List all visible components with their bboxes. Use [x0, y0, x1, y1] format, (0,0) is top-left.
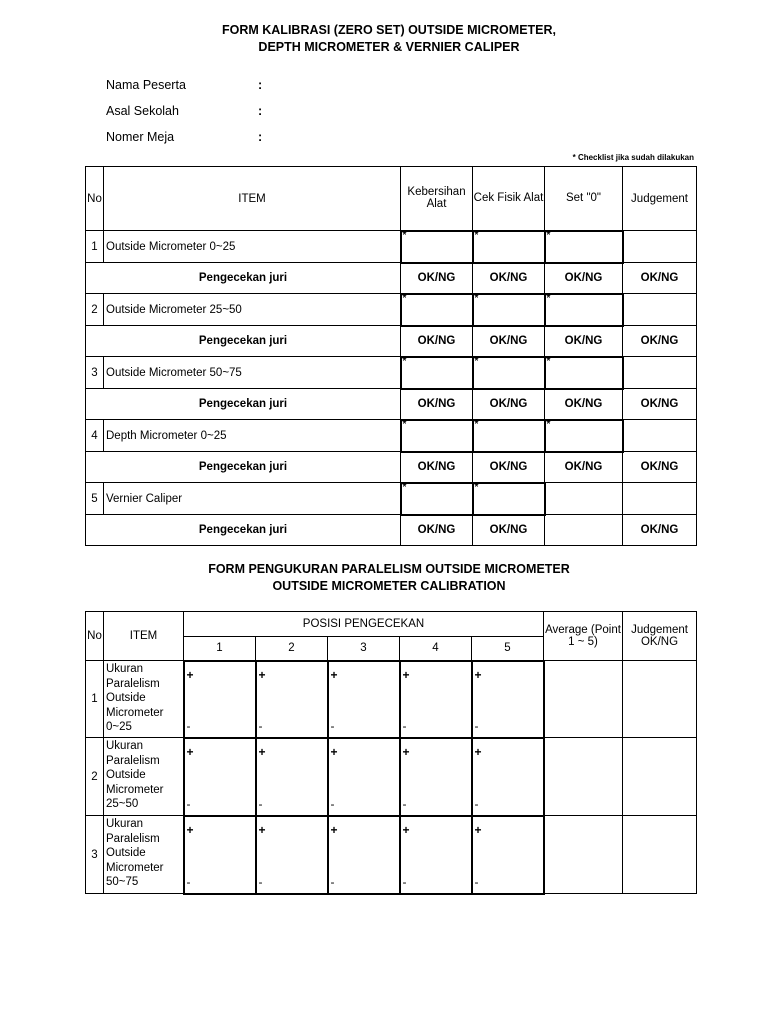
star-mark: *: [474, 355, 479, 367]
checkbox-kebersihan[interactable]: [401, 231, 473, 263]
form2-title-line2: OUTSIDE MICROMETER CALIBRATION: [272, 579, 506, 593]
checklist-note: * Checklist jika sudah dilakukan: [572, 153, 694, 162]
star-mark: *: [402, 292, 407, 304]
plus-mark: +: [330, 822, 338, 837]
measure-cell[interactable]: [184, 738, 256, 816]
minus-mark: -: [330, 718, 335, 733]
checkbox-cek-fisik[interactable]: [473, 357, 545, 389]
measure-cell[interactable]: [472, 816, 544, 894]
checkbox-kebersihan[interactable]: [401, 420, 473, 452]
empty-cell: [545, 515, 623, 546]
row-no: 2: [86, 294, 104, 326]
ok-ng: OK/NG: [623, 452, 697, 483]
minus-mark: -: [402, 796, 407, 811]
check-row: [86, 263, 697, 294]
ok-ng: OK/NG: [545, 326, 623, 357]
star-mark: *: [402, 481, 407, 493]
plus-mark: +: [402, 667, 410, 682]
table-row: [86, 738, 697, 816]
minus-mark: -: [258, 796, 263, 811]
measure-cell[interactable]: [184, 661, 256, 738]
measure-cell[interactable]: [400, 661, 472, 738]
position-2: 2: [256, 637, 328, 661]
minus-mark: -: [186, 718, 191, 733]
row-no: 5: [86, 483, 104, 515]
header-posisi: POSISI PENGECEKAN: [184, 612, 544, 637]
form1-title-line1: FORM KALIBRASI (ZERO SET) OUTSIDE MICROMETER,: [221, 23, 557, 37]
form2-title-line1: FORM PENGUKURAN PARALELISM OUTSIDE MICROMETER: [208, 562, 570, 576]
star-mark: *: [546, 292, 551, 304]
checkbox-kebersihan[interactable]: [401, 483, 473, 515]
judgement-cell[interactable]: [623, 816, 697, 894]
ok-ng: OK/NG: [473, 515, 545, 546]
field-nomer-meja: Nomer Meja: [106, 130, 175, 144]
checkbox-kebersihan[interactable]: [401, 357, 473, 389]
measure-cell[interactable]: [400, 738, 472, 816]
plus-mark: +: [402, 744, 410, 759]
minus-mark: -: [186, 796, 191, 811]
header-judgement: Judgement OK/NG: [623, 612, 697, 661]
ok-ng: OK/NG: [473, 263, 545, 294]
row-item: Vernier Caliper: [104, 483, 401, 515]
table-header-row: [86, 167, 697, 231]
plus-mark: +: [474, 744, 482, 759]
minus-mark: -: [402, 718, 407, 733]
field-nama-peserta: Nama Peserta: [106, 78, 186, 92]
plus-mark: +: [258, 744, 266, 759]
field-colon: :: [258, 130, 263, 144]
ok-ng: OK/NG: [473, 389, 545, 420]
check-label: Pengecekan juri: [86, 452, 401, 483]
star-mark: *: [546, 229, 551, 241]
measure-cell[interactable]: [400, 816, 472, 894]
header-item: ITEM: [104, 612, 184, 661]
header-item: ITEM: [104, 167, 401, 231]
row-item: Outside Micrometer 25~50: [104, 294, 401, 326]
minus-mark: -: [258, 874, 263, 889]
checkbox-set-zero[interactable]: [545, 294, 623, 326]
checkbox-set-zero[interactable]: [545, 420, 623, 452]
position-1: 1: [184, 637, 256, 661]
row-no: 3: [86, 357, 104, 389]
ok-ng: OK/NG: [545, 452, 623, 483]
check-label: Pengecekan juri: [86, 515, 401, 546]
row-item: Depth Micrometer 0~25: [104, 420, 401, 452]
plus-mark: +: [474, 822, 482, 837]
plus-mark: +: [474, 667, 482, 682]
measure-cell[interactable]: [472, 738, 544, 816]
judgement-cell[interactable]: [623, 483, 697, 515]
row-no: 2: [86, 738, 104, 816]
measure-cell[interactable]: [328, 738, 400, 816]
row-no: 4: [86, 420, 104, 452]
check-label: Pengecekan juri: [86, 263, 401, 294]
judgement-cell[interactable]: [623, 231, 697, 263]
ok-ng: OK/NG: [623, 326, 697, 357]
header-no: No: [86, 167, 104, 231]
plus-mark: +: [330, 667, 338, 682]
header-no: No: [86, 612, 104, 661]
average-cell[interactable]: [544, 816, 623, 894]
star-mark: *: [402, 355, 407, 367]
field-asal-sekolah: Asal Sekolah: [106, 104, 179, 118]
check-label: Pengecekan juri: [86, 389, 401, 420]
star-mark: *: [474, 229, 479, 241]
ok-ng: OK/NG: [401, 263, 473, 294]
checkbox-cek-fisik[interactable]: [473, 294, 545, 326]
judgement-cell[interactable]: [623, 294, 697, 326]
plus-mark: +: [186, 667, 194, 682]
check-row: [86, 389, 697, 420]
plus-mark: +: [330, 744, 338, 759]
ok-ng: OK/NG: [545, 263, 623, 294]
header-cek-fisik: Cek Fisik Alat: [473, 167, 545, 231]
table-header-row: [86, 612, 697, 637]
field-colon: :: [258, 104, 263, 118]
ok-ng: OK/NG: [401, 452, 473, 483]
row-item: Ukuran Paralelism Outside Micrometer 25~50: [104, 738, 184, 816]
star-mark: *: [474, 418, 479, 430]
check-row: [86, 326, 697, 357]
field-colon: :: [258, 78, 263, 92]
checkbox-cek-fisik[interactable]: [473, 483, 545, 515]
average-cell[interactable]: [544, 738, 623, 816]
minus-mark: -: [474, 796, 479, 811]
star-mark: *: [546, 418, 551, 430]
plus-mark: +: [186, 744, 194, 759]
plus-mark: +: [186, 822, 194, 837]
table-row: [86, 231, 697, 263]
minus-mark: -: [330, 874, 335, 889]
plus-mark: +: [258, 667, 266, 682]
measure-cell[interactable]: [328, 816, 400, 894]
measure-cell[interactable]: [472, 661, 544, 738]
minus-mark: -: [258, 718, 263, 733]
table-row: [86, 816, 697, 894]
table-row: [86, 294, 697, 326]
measure-cell[interactable]: [328, 661, 400, 738]
calibration-table: [85, 166, 697, 546]
table-row: [86, 420, 697, 452]
position-4: 4: [400, 637, 472, 661]
row-item: Ukuran Paralelism Outside Micrometer 50~75: [104, 816, 184, 894]
judgement-cell[interactable]: [623, 357, 697, 389]
star-mark: *: [546, 355, 551, 367]
header-set-zero: Set "0": [545, 167, 623, 231]
table-row: [86, 357, 697, 389]
star-mark: *: [402, 418, 407, 430]
row-item: Outside Micrometer 50~75: [104, 357, 401, 389]
minus-mark: -: [402, 874, 407, 889]
measure-cell[interactable]: [256, 738, 328, 816]
plus-mark: +: [258, 822, 266, 837]
header-average: Average (Point 1 ~ 5): [544, 612, 623, 661]
form1-title-line2: DEPTH MICROMETER & VERNIER CALIPER: [258, 40, 520, 54]
minus-mark: -: [474, 718, 479, 733]
check-row: [86, 452, 697, 483]
table-row: [86, 483, 697, 515]
star-mark: *: [474, 292, 479, 304]
ok-ng: OK/NG: [473, 326, 545, 357]
star-mark: *: [474, 481, 479, 493]
ok-ng: OK/NG: [401, 326, 473, 357]
ok-ng: OK/NG: [545, 389, 623, 420]
minus-mark: -: [330, 796, 335, 811]
header-kebersihan: Kebersihan Alat: [401, 167, 473, 231]
judgement-cell[interactable]: [623, 738, 697, 816]
row-no: 1: [86, 661, 104, 738]
ok-ng: OK/NG: [401, 389, 473, 420]
ok-ng: OK/NG: [623, 515, 697, 546]
paralelism-table: [85, 611, 697, 895]
row-no: 1: [86, 231, 104, 263]
checkbox-set-zero[interactable]: [545, 231, 623, 263]
average-cell[interactable]: [544, 661, 623, 738]
set-zero-cell: [545, 483, 623, 515]
measure-cell[interactable]: [256, 816, 328, 894]
header-judgement: Judgement: [623, 167, 697, 231]
table-row: [86, 661, 697, 738]
checkbox-set-zero[interactable]: [545, 357, 623, 389]
ok-ng: OK/NG: [623, 263, 697, 294]
row-no: 3: [86, 816, 104, 894]
minus-mark: -: [186, 874, 191, 889]
checkbox-cek-fisik[interactable]: [473, 420, 545, 452]
ok-ng: OK/NG: [401, 515, 473, 546]
minus-mark: -: [474, 874, 479, 889]
star-mark: *: [402, 229, 407, 241]
checkbox-kebersihan[interactable]: [401, 294, 473, 326]
row-item: Outside Micrometer 0~25: [104, 231, 401, 263]
position-5: 5: [472, 637, 544, 661]
ok-ng: OK/NG: [473, 452, 545, 483]
measure-cell[interactable]: [184, 816, 256, 894]
plus-mark: +: [402, 822, 410, 837]
row-item: Ukuran Paralelism Outside Micrometer 0~25: [104, 661, 184, 738]
judgement-cell[interactable]: [623, 661, 697, 738]
check-row: [86, 515, 697, 546]
ok-ng: OK/NG: [623, 389, 697, 420]
checkbox-cek-fisik[interactable]: [473, 231, 545, 263]
check-label: Pengecekan juri: [86, 326, 401, 357]
position-3: 3: [328, 637, 400, 661]
measure-cell[interactable]: [256, 661, 328, 738]
judgement-cell[interactable]: [623, 420, 697, 452]
